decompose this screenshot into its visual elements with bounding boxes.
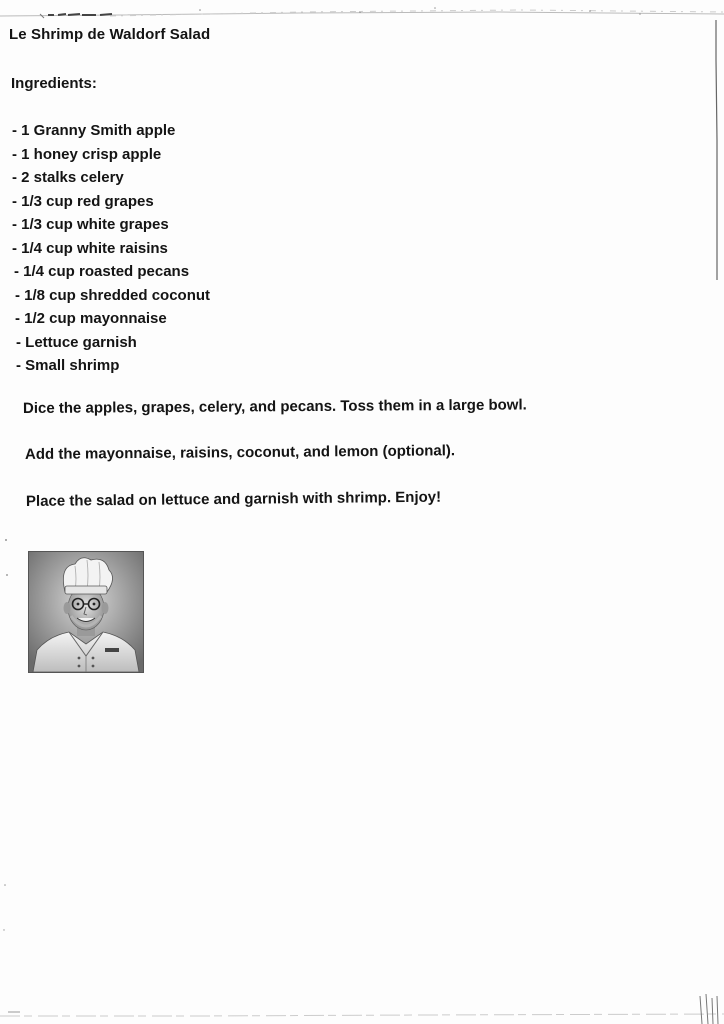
right-scan-edge [712,20,720,280]
ingredients-heading: Ingredients: [11,75,97,92]
ingredient-item: - 1/4 cup roasted pecans [14,263,190,280]
ingredient-item: - 1 honey crisp apple [12,145,162,163]
ingredient-item: - 1/4 cup white raisins [12,239,168,257]
ingredient-item: - 1/3 cup red grapes [12,192,154,210]
recipe-title: Le Shrimp de Waldorf Salad [9,26,211,43]
ingredient-item: - 1/8 cup shredded coconut [15,286,211,304]
instruction-step: Dice the apples, grapes, celery, and pecans. Toss them in a large bowl. [22,396,527,417]
left-scan-specks [0,0,12,1024]
ingredient-item: - Small shrimp [16,357,120,374]
ingredient-item: - 1/2 cup mayonnaise [15,310,167,327]
instruction-step: Add the mayonnaise, raisins, coconut, and lemon (optional). [24,442,456,463]
chef-portrait-icon [29,552,143,672]
top-scan-edge [0,0,724,24]
instruction-step: Place the salad on lettuce and garnish with shrimp. Enjoy! [25,488,442,510]
ingredient-item: - 1/3 cup white grapes [12,216,169,233]
bottom-scan-edge [0,990,724,1024]
ingredient-item: - 1 Granny Smith apple [12,122,176,139]
ingredient-item: - 2 stalks celery [12,169,124,186]
ingredient-list [12,121,210,380]
ingredient-item: - Lettuce garnish [16,333,137,351]
chef-portrait-photo [28,551,144,673]
